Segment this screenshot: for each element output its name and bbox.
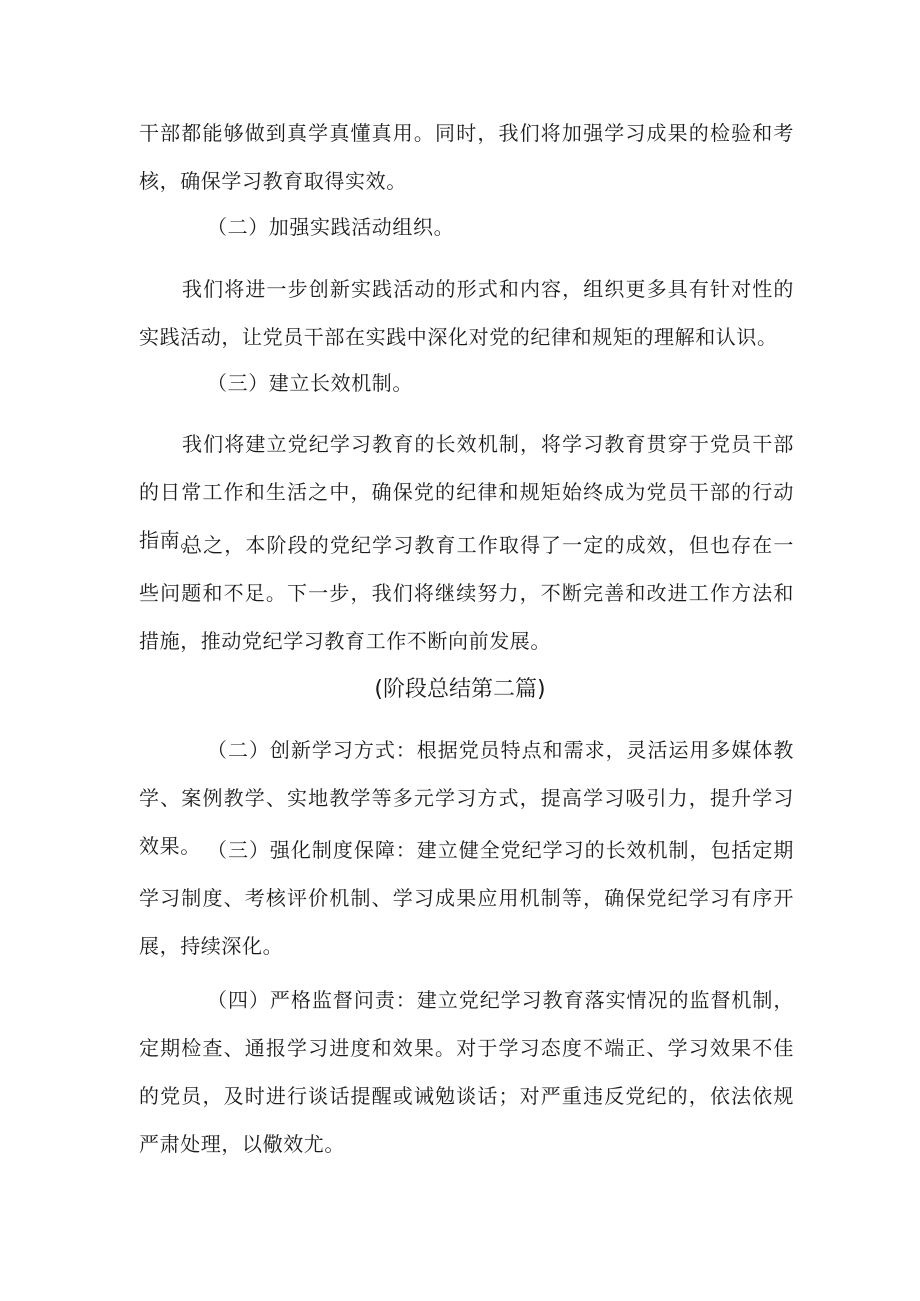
paragraph-continuation: 干部都能够做到真学真懂真用。同时，我们将加强学习成果的检验和考核，确保学习教育取得实效。 — [139, 121, 794, 193]
heading-strengthen-practice: （二）加强实践活动组织。 — [207, 215, 455, 239]
paragraph-long-term-mechanism: 我们将建立党纪学习教育的长效机制，将学习教育贯穿于党员干部的日常工作和生活之中，确保党的纪律和规矩始终成为党员干部的行动指南。 — [139, 432, 794, 552]
heading-long-term-mechanism: （三）建立长效机制。 — [207, 371, 413, 395]
paragraph-practice-activities: 我们将进一步创新实践活动的形式和内容，组织更多具有针对性的实践活动，让党员干部在实践中深化对党的纪律和规矩的理解和认识。 — [139, 277, 794, 349]
section-title: (阶段总结第二篇) — [374, 677, 546, 702]
paragraph-summary: 总之，本阶段的党纪学习教育工作取得了一定的成效，但也存在一些问题和不足。下一步，我们将继续努力，不断完善和改进工作方法和措施，推动党纪学习教育工作不断向前发展。 — [139, 533, 794, 653]
paragraph-supervision-accountability: （四）严格监督问责：建立党纪学习教育落实情况的监督机制，定期检查、通报学习进度和效果。对于学习态度不端正、学习效果不佳的党员，及时进行谈话提醒或诫勉谈话；对严重违反党纪的，依法依规严肃处理，以儆效尤。 — [139, 988, 794, 1156]
paragraph-innovate-learning: （二）创新学习方式：根据党员特点和需求，灵活运用多媒体教学、案例教学、实地教学等多元学习方式，提高学习吸引力，提升学习效果。 — [139, 738, 794, 858]
paragraph-institutional-guarantee: （三）强化制度保障：建立健全党纪学习的长效机制，包括定期学习制度、考核评价机制、学习成果应用机制等，确保党纪学习有序开展，持续深化。 — [139, 838, 794, 958]
